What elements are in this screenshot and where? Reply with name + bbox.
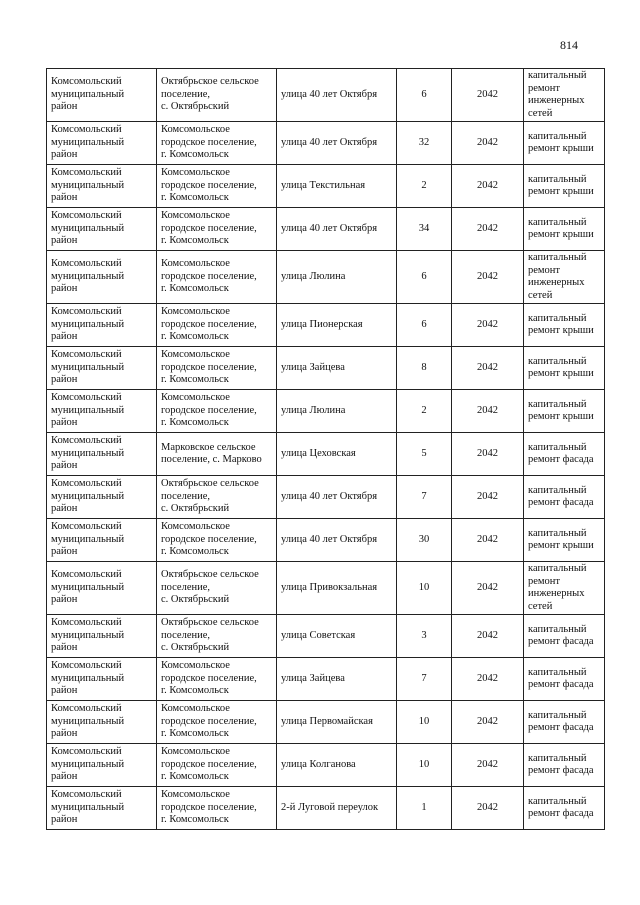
house-number-cell: 7 <box>397 658 452 701</box>
table-row <box>47 347 605 390</box>
year-cell: 2042 <box>452 390 524 433</box>
table-row <box>47 208 605 251</box>
street-cell: улица 40 лет Октября <box>277 122 397 165</box>
district-cell: Комсомольский муниципальный район <box>47 562 157 615</box>
settlement-cell: Комсомольское городское поселение, г. Комсомольск <box>157 347 277 390</box>
table-row <box>47 304 605 347</box>
table-row <box>47 433 605 476</box>
work-type-cell: капитальный ремонт инженерных сетей <box>524 69 605 122</box>
year-cell: 2042 <box>452 304 524 347</box>
settlement-cell: Комсомольское городское поселение, г. Комсомольск <box>157 390 277 433</box>
work-type-cell: капитальный ремонт фасада <box>524 787 605 830</box>
settlement-cell: Комсомольское городское поселение, г. Комсомольск <box>157 658 277 701</box>
house-number-cell: 5 <box>397 433 452 476</box>
work-type-cell: капитальный ремонт крыши <box>524 122 605 165</box>
table-row <box>47 69 605 122</box>
year-cell: 2042 <box>452 208 524 251</box>
work-type-cell: капитальный ремонт фасада <box>524 744 605 787</box>
street-cell: улица Текстильная <box>277 165 397 208</box>
year-cell: 2042 <box>452 347 524 390</box>
street-cell: улица Зайцева <box>277 658 397 701</box>
street-cell: улица Люлина <box>277 251 397 304</box>
district-cell: Комсомольский муниципальный район <box>47 615 157 658</box>
house-number-cell: 3 <box>397 615 452 658</box>
settlement-cell: Комсомольское городское поселение, г. Комсомольск <box>157 251 277 304</box>
year-cell: 2042 <box>452 251 524 304</box>
district-cell: Комсомольский муниципальный район <box>47 519 157 562</box>
house-number-cell: 7 <box>397 476 452 519</box>
work-type-cell: капитальный ремонт фасада <box>524 433 605 476</box>
work-type-cell: капитальный ремонт крыши <box>524 165 605 208</box>
work-type-cell: капитальный ремонт инженерных сетей <box>524 251 605 304</box>
house-number-cell: 2 <box>397 390 452 433</box>
district-cell: Комсомольский муниципальный район <box>47 390 157 433</box>
work-type-cell: капитальный ремонт крыши <box>524 347 605 390</box>
table-row <box>47 658 605 701</box>
house-number-cell: 2 <box>397 165 452 208</box>
table-row <box>47 701 605 744</box>
year-cell: 2042 <box>452 165 524 208</box>
year-cell: 2042 <box>452 744 524 787</box>
street-cell: улица 40 лет Октября <box>277 208 397 251</box>
work-type-cell: капитальный ремонт инженерных сетей <box>524 562 605 615</box>
year-cell: 2042 <box>452 519 524 562</box>
settlement-cell: Комсомольское городское поселение, г. Комсомольск <box>157 304 277 347</box>
district-cell: Комсомольский муниципальный район <box>47 69 157 122</box>
settlement-cell: Комсомольское городское поселение, г. Комсомольск <box>157 787 277 830</box>
table-row <box>47 165 605 208</box>
year-cell: 2042 <box>452 122 524 165</box>
year-cell: 2042 <box>452 562 524 615</box>
housing-repair-table <box>46 68 605 830</box>
work-type-cell: капитальный ремонт фасада <box>524 701 605 744</box>
page-number: 814 <box>560 38 578 52</box>
street-cell: 2-й Луговой переулок <box>277 787 397 830</box>
year-cell: 2042 <box>452 701 524 744</box>
house-number-cell: 6 <box>397 69 452 122</box>
work-type-cell: капитальный ремонт фасада <box>524 658 605 701</box>
settlement-cell: Марковское сельское поселение, с. Марково <box>157 433 277 476</box>
district-cell: Комсомольский муниципальный район <box>47 251 157 304</box>
table-row <box>47 519 605 562</box>
district-cell: Комсомольский муниципальный район <box>47 433 157 476</box>
table-row <box>47 615 605 658</box>
house-number-cell: 10 <box>397 744 452 787</box>
district-cell: Комсомольский муниципальный район <box>47 304 157 347</box>
work-type-cell: капитальный ремонт крыши <box>524 519 605 562</box>
district-cell: Комсомольский муниципальный район <box>47 658 157 701</box>
work-type-cell: капитальный ремонт крыши <box>524 208 605 251</box>
year-cell: 2042 <box>452 433 524 476</box>
table-row <box>47 787 605 830</box>
year-cell: 2042 <box>452 658 524 701</box>
year-cell: 2042 <box>452 69 524 122</box>
year-cell: 2042 <box>452 787 524 830</box>
year-cell: 2042 <box>452 476 524 519</box>
street-cell: улица Советская <box>277 615 397 658</box>
street-cell: улица 40 лет Октября <box>277 476 397 519</box>
year-cell: 2042 <box>452 615 524 658</box>
settlement-cell: Комсомольское городское поселение, г. Комсомольск <box>157 519 277 562</box>
district-cell: Комсомольский муниципальный район <box>47 787 157 830</box>
table-row <box>47 562 605 615</box>
street-cell: улица Привокзальная <box>277 562 397 615</box>
house-number-cell: 10 <box>397 701 452 744</box>
work-type-cell: капитальный ремонт фасада <box>524 615 605 658</box>
house-number-cell: 34 <box>397 208 452 251</box>
district-cell: Комсомольский муниципальный район <box>47 744 157 787</box>
district-cell: Комсомольский муниципальный район <box>47 476 157 519</box>
settlement-cell: Комсомольское городское поселение, г. Комсомольск <box>157 122 277 165</box>
table-row <box>47 251 605 304</box>
house-number-cell: 10 <box>397 562 452 615</box>
table-row <box>47 122 605 165</box>
work-type-cell: капитальный ремонт крыши <box>524 390 605 433</box>
table-row <box>47 476 605 519</box>
settlement-cell: Комсомольское городское поселение, г. Комсомольск <box>157 165 277 208</box>
district-cell: Комсомольский муниципальный район <box>47 208 157 251</box>
street-cell: улица Колганова <box>277 744 397 787</box>
table-row <box>47 744 605 787</box>
street-cell: улица Зайцева <box>277 347 397 390</box>
settlement-cell: Октябрьское сельское поселение, с. Октябрьский <box>157 69 277 122</box>
settlement-cell: Октябрьское сельское поселение, с. Октябрьский <box>157 615 277 658</box>
street-cell: улица Цеховская <box>277 433 397 476</box>
settlement-cell: Комсомольское городское поселение, г. Комсомольск <box>157 744 277 787</box>
district-cell: Комсомольский муниципальный район <box>47 122 157 165</box>
work-type-cell: капитальный ремонт фасада <box>524 476 605 519</box>
work-type-cell: капитальный ремонт крыши <box>524 304 605 347</box>
street-cell: улица 40 лет Октября <box>277 69 397 122</box>
house-number-cell: 6 <box>397 304 452 347</box>
table-row <box>47 390 605 433</box>
district-cell: Комсомольский муниципальный район <box>47 165 157 208</box>
settlement-cell: Октябрьское сельское поселение, с. Октябрьский <box>157 562 277 615</box>
house-number-cell: 6 <box>397 251 452 304</box>
street-cell: улица Пионерская <box>277 304 397 347</box>
settlement-cell: Комсомольское городское поселение, г. Комсомольск <box>157 701 277 744</box>
settlement-cell: Октябрьское сельское поселение, с. Октябрьский <box>157 476 277 519</box>
district-cell: Комсомольский муниципальный район <box>47 347 157 390</box>
house-number-cell: 8 <box>397 347 452 390</box>
table-body <box>47 69 605 830</box>
settlement-cell: Комсомольское городское поселение, г. Комсомольск <box>157 208 277 251</box>
district-cell: Комсомольский муниципальный район <box>47 701 157 744</box>
street-cell: улица Люлина <box>277 390 397 433</box>
house-number-cell: 1 <box>397 787 452 830</box>
street-cell: улица 40 лет Октября <box>277 519 397 562</box>
house-number-cell: 30 <box>397 519 452 562</box>
street-cell: улица Первомайская <box>277 701 397 744</box>
house-number-cell: 32 <box>397 122 452 165</box>
